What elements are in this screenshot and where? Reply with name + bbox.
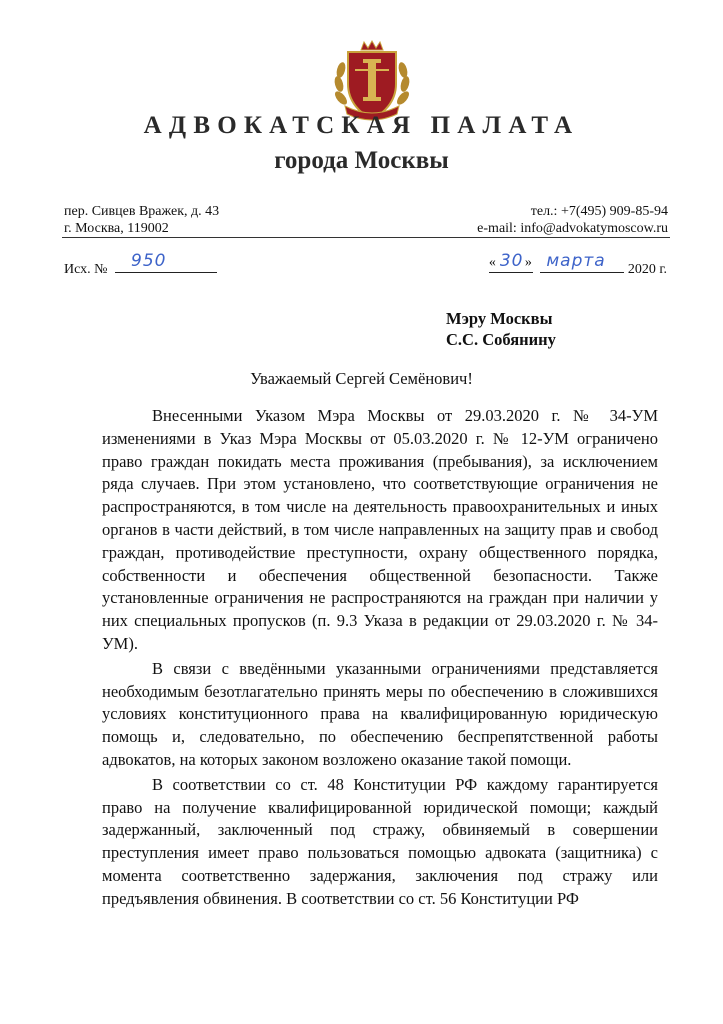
email: e-mail: info@advokatymoscow.ru — [477, 221, 668, 236]
recipient-block — [446, 308, 556, 350]
address-line-1: пер. Сивцев Вражек, д. 43 — [64, 204, 220, 219]
outgoing-number-value: 950 — [131, 251, 167, 271]
date-open-quote: « — [488, 255, 497, 270]
date-month-field — [540, 251, 624, 273]
phone: тел.: +7(495) 909-85-94 — [530, 204, 668, 219]
date-close-quote: » — [524, 255, 533, 270]
date-year: 2020 г. — [627, 262, 667, 277]
outgoing-number — [64, 251, 217, 278]
body-paragraph: В связи с введёнными указанными ограничениями представляется необходимым безотлагательно принять меры по обеспечению в сложившихся условиях конституционного права на квалифицированную юридическую помощь и, следовательно, по обеспечению беспрепятственной работы адвокатов, на которых законом возложено оказание такой помощи. — [102, 658, 658, 769]
outgoing-number-field — [115, 251, 217, 273]
outgoing-number-label: Исх. № — [64, 262, 108, 277]
date-day-field — [488, 251, 533, 273]
body-paragraph: Внесенными Указом Мэра Москвы от 29.03.2020 г. № 34-УМ изменениями в Указ Мэра Москвы от 05.03.2020 г. № 12-УМ ограничено право граждан покидать места проживания (пребывания), за исключением ряда случаев. При этом установлено, что соответствующие ограничения не распространяются, в том числе на деятельность правоохранительных и иных органов в части действий, в том числе направленных на защиту прав и свобод граждан, противодействие преступности, охрану общественного порядка, собственности и обеспечения общественной безопасности. Также установленные ограничения не распространяются на граждан при наличии у них специальных пропусков (п. 9.3 Указа в редакции от 29.03.2020 г. № 34-УМ). — [102, 406, 658, 653]
sender-contacts — [477, 203, 668, 237]
sender-address — [64, 203, 219, 237]
letter-body — [102, 405, 658, 913]
address-line-2: г. Москва, 119002 — [64, 221, 169, 236]
org-title: АДВОКАТСКАЯ ПАЛАТА — [143, 112, 580, 139]
body-paragraph: В соответствии со ст. 48 Конституции РФ каждому гарантируется право на получение квалифицированной юридической помощи; каждый задержанный, заключенный под стражу, обвиняемый в совершении преступления имеет право пользоваться помощью адвоката (защитника) с момента соответственно задержания, заключения под стражу или предъявления обвинения. В соответствии со ст. 56 Конституции РФ — [102, 774, 658, 908]
header-divider — [62, 237, 670, 238]
letter-date — [488, 251, 667, 278]
org-subtitle: города Москвы — [274, 147, 449, 174]
recipient-line-2: С.С. Собянину — [446, 330, 556, 349]
bar-association-emblem-icon — [331, 40, 413, 122]
recipient-line-1: Мэру Москвы — [446, 309, 553, 328]
date-month: марта — [546, 251, 606, 271]
date-day: 30 — [499, 251, 524, 271]
greeting: Уважаемый Сергей Семёнович! — [250, 369, 473, 388]
